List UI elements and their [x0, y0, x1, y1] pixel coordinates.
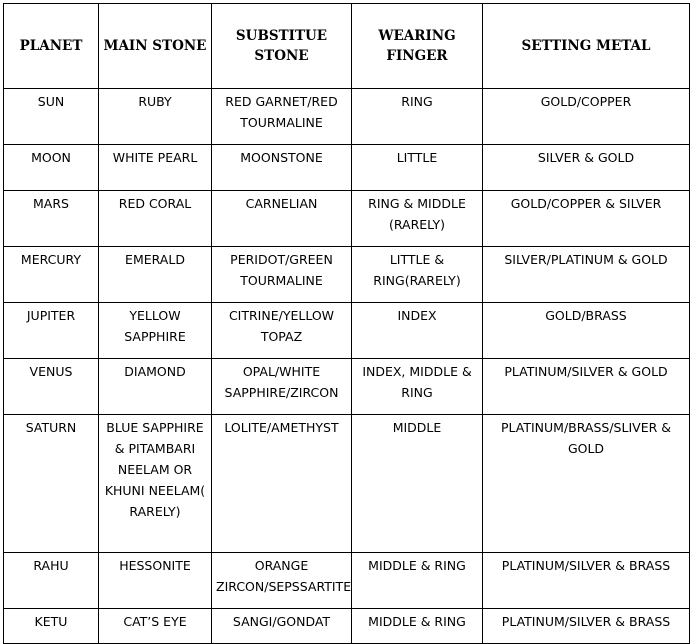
- table-row: [4, 89, 690, 145]
- cell-setting-metal: PLATINUM/SILVER & GOLD: [483, 359, 690, 415]
- cell-substitute-stone: CITRINE/YELLOW TOPAZ: [212, 303, 352, 359]
- cell-main-stone: EMERALD: [99, 247, 212, 303]
- cell-planet: SATURN: [4, 415, 99, 553]
- cell-wearing-finger: MIDDLE & RING: [352, 553, 483, 609]
- cell-wearing-finger: LITTLE: [352, 145, 483, 191]
- cell-wearing-finger: RING: [352, 89, 483, 145]
- header-substitute-stone: SUBSTITUE STONE: [212, 4, 352, 89]
- cell-substitute-stone: OPAL/WHITE SAPPHIRE/ZIRCON: [212, 359, 352, 415]
- cell-substitute-stone: MOONSTONE: [212, 145, 352, 191]
- cell-wearing-finger: MIDDLE: [352, 415, 483, 553]
- gemstone-table: [3, 3, 690, 644]
- cell-substitute-stone: SANGI/GONDAT: [212, 609, 352, 644]
- table-row: [4, 247, 690, 303]
- cell-wearing-finger: INDEX: [352, 303, 483, 359]
- table-row: [4, 359, 690, 415]
- cell-substitute-stone: CARNELIAN: [212, 191, 352, 247]
- cell-setting-metal: SILVER & GOLD: [483, 145, 690, 191]
- header-wearing-finger: WEARING FINGER: [352, 4, 483, 89]
- cell-setting-metal: GOLD/BRASS: [483, 303, 690, 359]
- table-row: [4, 415, 690, 553]
- table-row: [4, 145, 690, 191]
- header-row: [4, 4, 690, 89]
- cell-main-stone: CAT’S EYE: [99, 609, 212, 644]
- cell-substitute-stone: LOLITE/AMETHYST: [212, 415, 352, 553]
- cell-setting-metal: SILVER/PLATINUM & GOLD: [483, 247, 690, 303]
- table-row: [4, 191, 690, 247]
- cell-wearing-finger: RING & MIDDLE (RARELY): [352, 191, 483, 247]
- cell-planet: SUN: [4, 89, 99, 145]
- cell-planet: VENUS: [4, 359, 99, 415]
- cell-wearing-finger: LITTLE & RING(RARELY): [352, 247, 483, 303]
- header-setting-metal: SETTING METAL: [483, 4, 690, 89]
- cell-main-stone: RED CORAL: [99, 191, 212, 247]
- cell-setting-metal: PLATINUM/SILVER & BRASS: [483, 553, 690, 609]
- table-row: [4, 303, 690, 359]
- cell-main-stone: BLUE SAPPHIRE & PITAMBARI NEELAM OR KHUNI NEELAM( RARELY): [99, 415, 212, 553]
- cell-planet: MARS: [4, 191, 99, 247]
- table-row: [4, 553, 690, 609]
- table-row: [4, 609, 690, 644]
- cell-main-stone: HESSONITE: [99, 553, 212, 609]
- cell-main-stone: RUBY: [99, 89, 212, 145]
- cell-planet: KETU: [4, 609, 99, 644]
- cell-setting-metal: PLATINUM/SILVER & BRASS: [483, 609, 690, 644]
- cell-planet: JUPITER: [4, 303, 99, 359]
- cell-planet: RAHU: [4, 553, 99, 609]
- cell-wearing-finger: MIDDLE & RING: [352, 609, 483, 644]
- header-main-stone: MAIN STONE: [99, 4, 212, 89]
- cell-main-stone: DIAMOND: [99, 359, 212, 415]
- cell-substitute-stone: RED GARNET/RED TOURMALINE: [212, 89, 352, 145]
- cell-planet: MERCURY: [4, 247, 99, 303]
- cell-main-stone: YELLOW SAPPHIRE: [99, 303, 212, 359]
- cell-substitute-stone: ORANGE ZIRCON/SEPSSARTITE: [212, 553, 352, 609]
- header-planet: PLANET: [4, 4, 99, 89]
- cell-setting-metal: PLATINUM/BRASS/SLIVER & GOLD: [483, 415, 690, 553]
- cell-substitute-stone: PERIDOT/GREEN TOURMALINE: [212, 247, 352, 303]
- cell-setting-metal: GOLD/COPPER: [483, 89, 690, 145]
- cell-setting-metal: GOLD/COPPER & SILVER: [483, 191, 690, 247]
- cell-wearing-finger: INDEX, MIDDLE & RING: [352, 359, 483, 415]
- cell-main-stone: WHITE PEARL: [99, 145, 212, 191]
- cell-planet: MOON: [4, 145, 99, 191]
